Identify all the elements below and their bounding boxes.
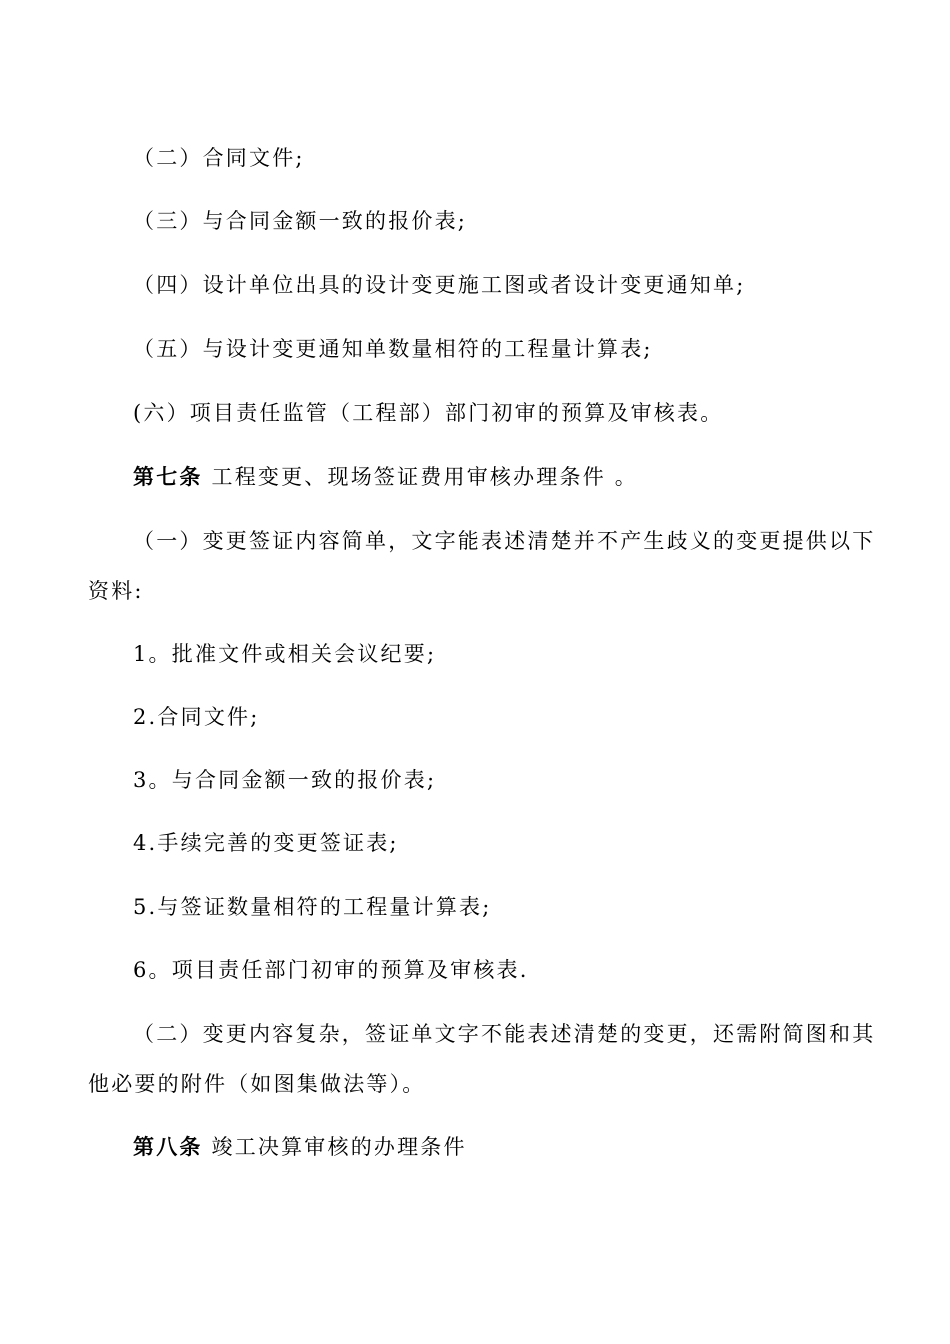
article-seven [133, 463, 638, 491]
list-item-change-form: 4.手续完善的变更签证表; [133, 831, 399, 855]
paragraph-complex-change-continued: 他必要的附件（如图集做法等）。 [88, 1072, 426, 1096]
paragraph-simple-change: （一）变更签证内容简单，文字能表述清楚并不产生歧义的变更提供以下 [133, 529, 876, 553]
article-eight [133, 1133, 467, 1161]
article-eight-title: 竣工决算审核的办理条件 [211, 1135, 467, 1159]
list-item-quantity-table: 5.与签证数量相符的工程量计算表; [133, 895, 492, 919]
list-item-quantity-calc: （五）与设计变更通知单数量相符的工程量计算表; [133, 337, 653, 361]
list-item-contract: 2.合同文件; [133, 705, 260, 729]
paragraph-simple-change-continued: 资料: [88, 579, 144, 603]
article-seven-heading: 第七条 [133, 464, 203, 489]
list-item-contract-docs: （二）合同文件; [133, 146, 305, 170]
list-item-approval-docs: 1。批准文件或相关会议纪要; [133, 642, 437, 666]
list-item-quotation: （三）与合同金额一致的报价表; [133, 209, 468, 233]
list-item-budget-review: (六）项目责任监管（工程部）部门初审的预算及审核表。 [133, 401, 724, 425]
article-seven-title: 工程变更、现场签证费用审核办理条件 。 [211, 465, 638, 489]
list-item-price-table: 3。与合同金额一致的报价表; [133, 768, 437, 792]
list-item-review-table: 6。项目责任部门初审的预算及审核表. [133, 958, 529, 982]
list-item-design-change: （四）设计单位出具的设计变更施工图或者设计变更通知单; [133, 273, 746, 297]
paragraph-complex-change: （二）变更内容复杂，签证单文字不能表述清楚的变更，还需附简图和其 [133, 1022, 876, 1046]
article-eight-heading: 第八条 [133, 1134, 203, 1159]
